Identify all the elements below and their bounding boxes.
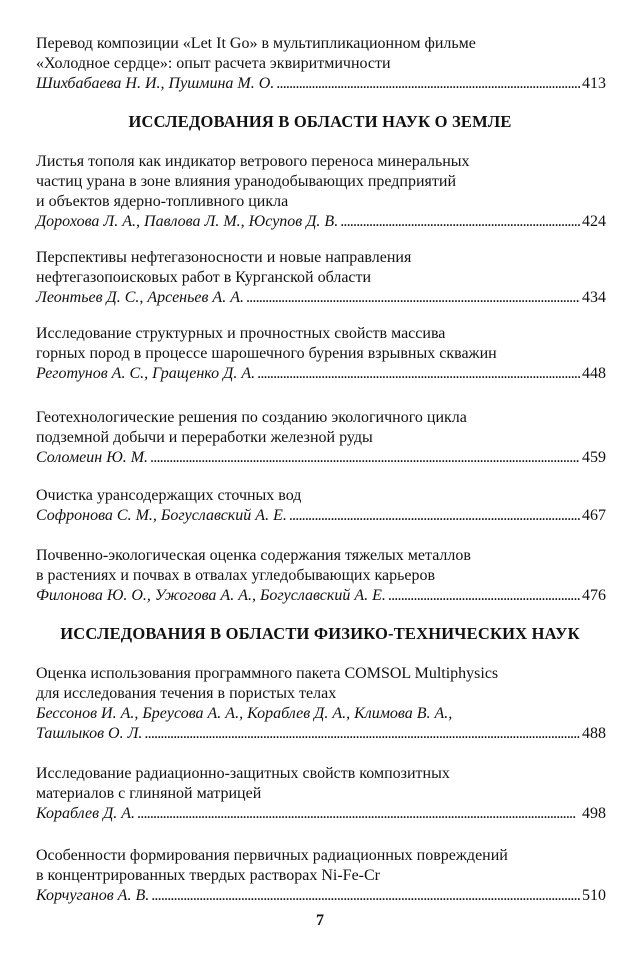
toc-entry[interactable] [36, 34, 606, 94]
entry-authors: Соломеин Ю. М. [36, 449, 149, 466]
toc-entry[interactable] [36, 152, 606, 232]
entry-title-line: Исследование радиационно-защитных свойств композитных [36, 765, 450, 782]
entry-title-line: для исследования течения в пористых телах [36, 685, 337, 702]
entry-author-line [36, 448, 606, 468]
entry-authors: Софронова С. М., Богуславский А. Е. [36, 507, 287, 524]
entry-author-line [36, 804, 606, 824]
entry-page-number: 510 [582, 887, 606, 904]
entry-authors: Реготунов А. С., Гращенко Д. А. [36, 365, 256, 382]
entry-title-line: горных пород в процессе шарошечного бурения взрывных скважин [36, 345, 497, 362]
entry-author-line [36, 724, 606, 744]
entry-title-line: нефтегазопоисковых работ в Курганской области [36, 269, 372, 286]
entry-page-number: 459 [582, 449, 606, 466]
entry-title-line: частиц урана в зоне влияния уранодобывающих предприятий [36, 173, 457, 190]
toc-entry[interactable] [36, 324, 606, 384]
entry-authors: Кораблев Д. А. [36, 805, 136, 822]
toc-entry[interactable] [36, 664, 606, 744]
dot-leader [144, 724, 580, 744]
entry-title-line: материалов с глиняной матрицей [36, 785, 262, 802]
toc-entry[interactable] [36, 846, 606, 906]
section-heading-physics-tech: ИССЛЕДОВАНИЯ В ОБЛАСТИ ФИЗИКО-ТЕХНИЧЕСКИХ НАУК [60, 624, 580, 643]
entry-title-line: Особенности формирования первичных радиационных повреждений [36, 847, 508, 864]
entry-author-line [36, 212, 606, 232]
toc-entry[interactable] [36, 546, 606, 606]
entry-author-line [36, 886, 606, 906]
dot-leader [150, 448, 580, 468]
entry-author-line [36, 288, 606, 308]
entry-author-line [36, 74, 606, 94]
entry-page-number: 476 [582, 587, 606, 604]
dot-leader [246, 288, 580, 308]
dot-leader [388, 586, 580, 606]
entry-authors-line: Бессонов И. А., Бреусова А. А., Кораблев Д. А., Климова В. А., [36, 705, 453, 722]
entry-title-line: подземной добычи и переработки железной руды [36, 429, 373, 446]
dot-leader [257, 364, 580, 384]
entry-page-number: 434 [582, 289, 606, 306]
entry-author-line [36, 586, 606, 606]
entry-page-number: 498 [582, 805, 606, 822]
entry-title-line: «Холодное сердце»: опыт расчета эквиритмичности [36, 55, 391, 72]
entry-title-line: Листья тополя как индикатор ветрового переноса минеральных [36, 153, 470, 170]
toc-entry[interactable] [36, 248, 606, 308]
entry-title-line: Исследование структурных и прочностных свойств массива [36, 325, 446, 342]
entry-authors: Леонтьев Д. С., Арсеньев А. А. [36, 289, 244, 306]
entry-title-line: Очистка урансодержащих сточных вод [36, 487, 302, 504]
entry-authors: Шихбабаева Н. И., Пушмина М. О. [36, 75, 275, 92]
entry-authors: Филонова Ю. О., Ужогова А. А., Богуславский А. Е. [36, 587, 386, 604]
entry-title-line: в растениях и почвах в отвалах угледобывающих карьеров [36, 567, 436, 584]
dot-leader [340, 212, 580, 232]
dot-leader [151, 886, 580, 906]
entry-authors: Корчуганов А. В. [36, 887, 150, 904]
entry-authors: Дорохова Л. А., Павлова Л. М., Юсупов Д. В. [36, 213, 339, 230]
entry-authors: Ташлыков О. Л. [36, 725, 143, 742]
entry-title-line: и объектов ядерно-топливного цикла [36, 193, 289, 210]
entry-title-line: в концентрированных твердых растворах Ni-Fe-Cr [36, 867, 381, 884]
entry-page-number: 488 [582, 725, 606, 742]
entry-title-line: Перевод композиции «Let It Go» в мультипликационном фильме [36, 35, 476, 52]
entry-title-line: Почвенно-экологическая оценка содержания тяжелых металлов [36, 547, 471, 564]
dot-leader [137, 804, 580, 824]
entry-title-line: Оценка использования программного пакета COMSOL Multiphysics [36, 665, 499, 682]
entry-page-number: 424 [582, 213, 606, 230]
toc-entry[interactable] [36, 486, 606, 526]
entry-page-number: 467 [582, 507, 606, 524]
dot-leader [276, 74, 580, 94]
page-number: 7 [316, 912, 324, 929]
entry-author-line [36, 506, 606, 526]
entry-page-number: 448 [582, 365, 606, 382]
toc-entry[interactable] [36, 764, 606, 824]
entry-author-line [36, 364, 606, 384]
entry-page-number: 413 [582, 75, 606, 92]
dot-leader [289, 506, 580, 526]
entry-title-line: Геотехнологические решения по созданию экологичного цикла [36, 409, 467, 426]
toc-entry[interactable] [36, 408, 606, 468]
entry-title-line: Перспективы нефтегазоносности и новые направления [36, 249, 412, 266]
section-heading-earth-sciences: ИССЛЕДОВАНИЯ В ОБЛАСТИ НАУК О ЗЕМЛЕ [128, 112, 512, 131]
